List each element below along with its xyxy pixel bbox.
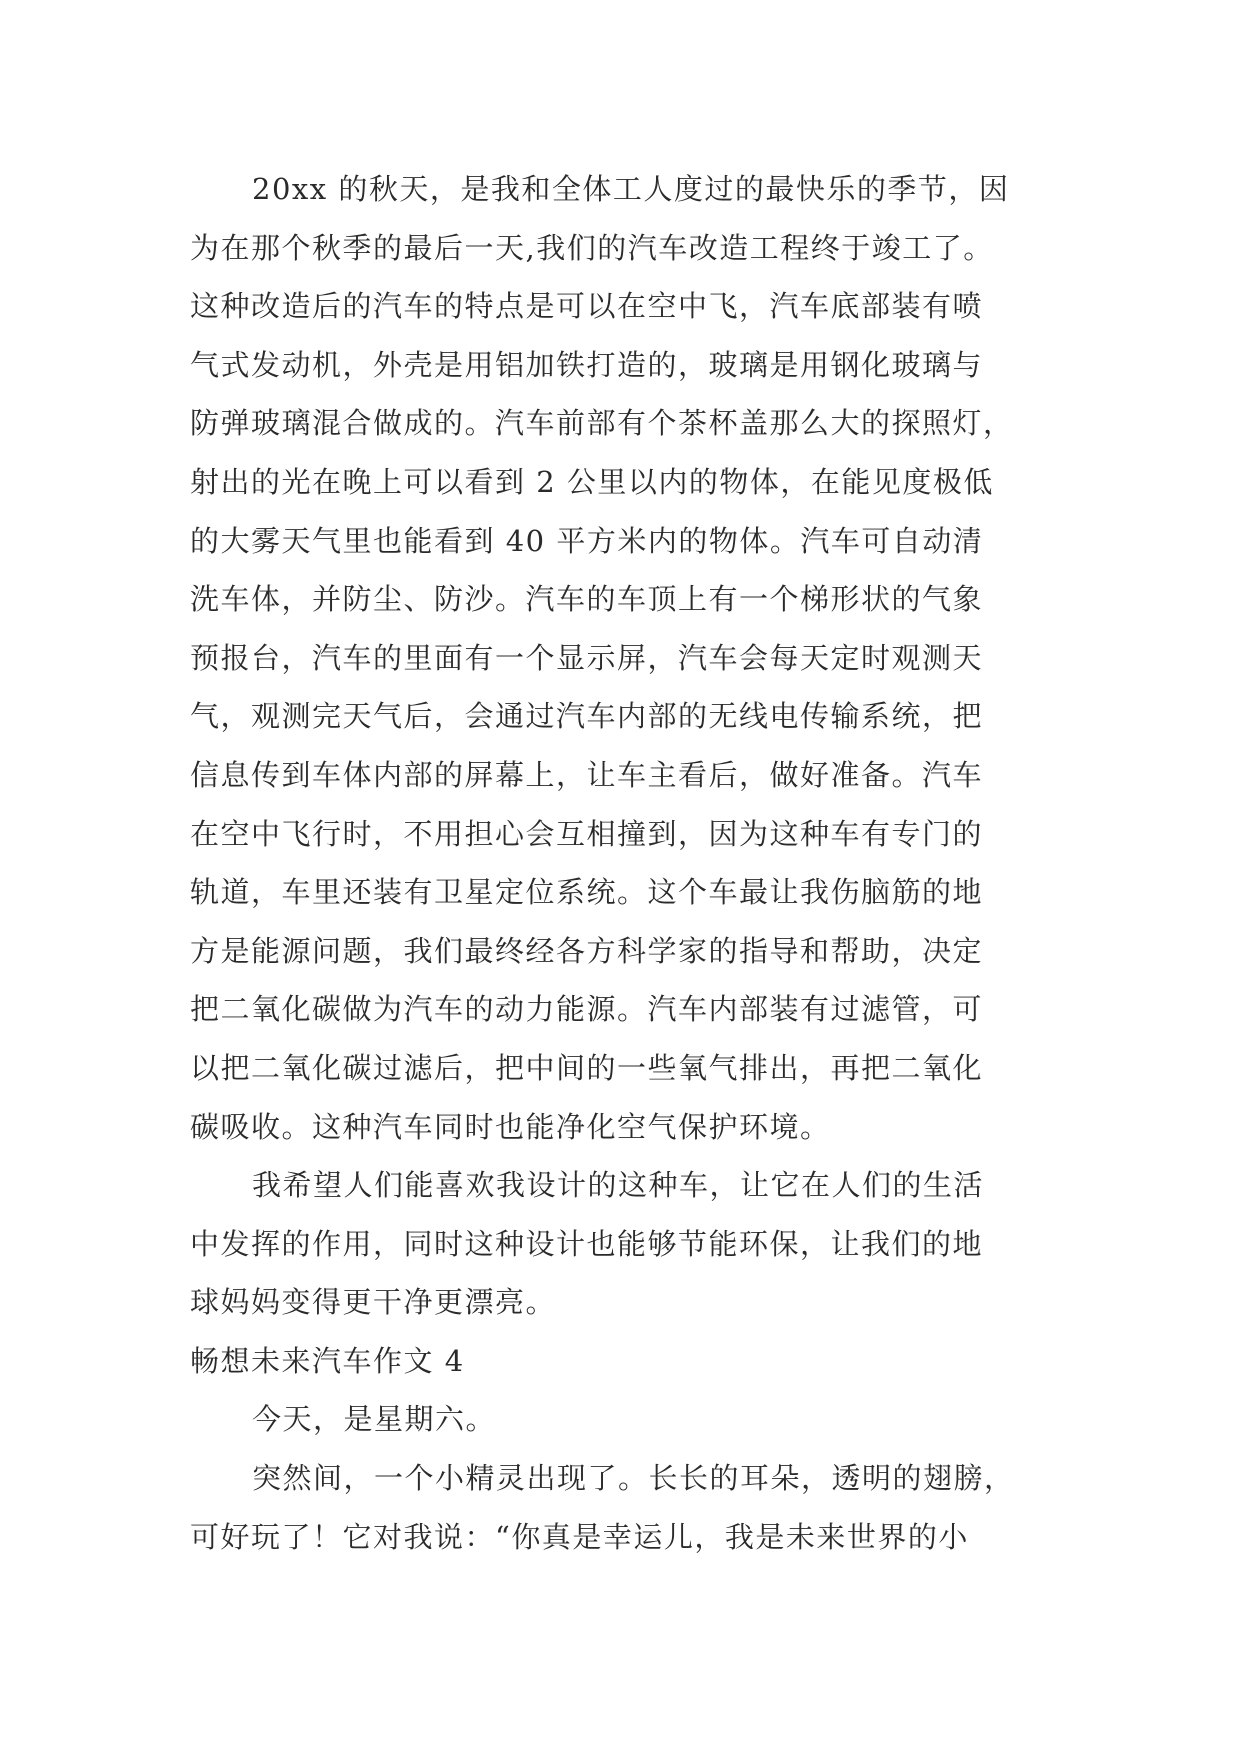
text-line: 这种改造后的汽车的特点是可以在空中飞，汽车底部装有喷: [190, 289, 984, 324]
text-line: 气式发动机，外壳是用铝加铁打造的，玻璃是用钢化玻璃与: [190, 347, 984, 382]
text-line: 信息传到车体内部的屏幕上，让车主看后，做好准备。汽车: [190, 757, 984, 792]
text-line: 射出的光在晚上可以看到 2 公里以内的物体，在能见度极低: [190, 464, 994, 499]
section-heading: 畅想未来汽车作文 4: [190, 1343, 465, 1378]
text-line: 把二氧化碳做为汽车的动力能源。汽车内部装有过滤管，可: [190, 992, 984, 1027]
text-line: 以把二氧化碳过滤后，把中间的一些氧气排出，再把二氧化: [190, 1050, 984, 1085]
text-line: 防弹玻璃混合做成的。汽车前部有个茶杯盖那么大的探照灯，: [190, 406, 1014, 441]
text-line: 预报台，汽车的里面有一个显示屏，汽车会每天定时观测天: [190, 640, 984, 675]
text-line: 轨道，车里还装有卫星定位系统。这个车最让我伤脑筋的地: [190, 875, 984, 910]
text-line: 我希望人们能喜欢我设计的这种车，让它在人们的生活: [252, 1168, 985, 1203]
text-line: 在空中飞行时，不用担心会互相撞到，因为这种车有专门的: [190, 816, 984, 851]
text-line: 洗车体，并防尘、防沙。汽车的车顶上有一个梯形状的气象: [190, 582, 984, 617]
text-line: 球妈妈变得更干净更漂亮。: [190, 1285, 557, 1320]
document-body: [190, 160, 1070, 1566]
text-line: 碳吸收。这种汽车同时也能净化空气保护环境。: [190, 1109, 831, 1144]
text-line: 为在那个秋季的最后一天,我们的汽车改造工程终于竣工了。: [190, 230, 994, 265]
text-line: 的大雾天气里也能看到 40 平方米内的物体。汽车可自动清: [190, 523, 984, 558]
text-line: 方是能源问题，我们最终经各方科学家的指导和帮助，决定: [190, 933, 984, 968]
text-line: 20xx 的秋天，是我和全体工人度过的最快乐的季节，因: [252, 172, 1010, 206]
text-line: 中发挥的作用，同时这种设计也能够节能环保，让我们的地: [190, 1226, 984, 1261]
text-line: 今天，是星期六。: [252, 1402, 497, 1437]
text-line: 气，观测完天气后，会通过汽车内部的无线电传输系统，把: [190, 699, 984, 734]
text-line: 突然间，一个小精灵出现了。长长的耳朵，透明的翅膀，: [252, 1461, 1015, 1496]
text-line: 可好玩了！它对我说：“你真是幸运儿，我是未来世界的小: [190, 1519, 969, 1554]
